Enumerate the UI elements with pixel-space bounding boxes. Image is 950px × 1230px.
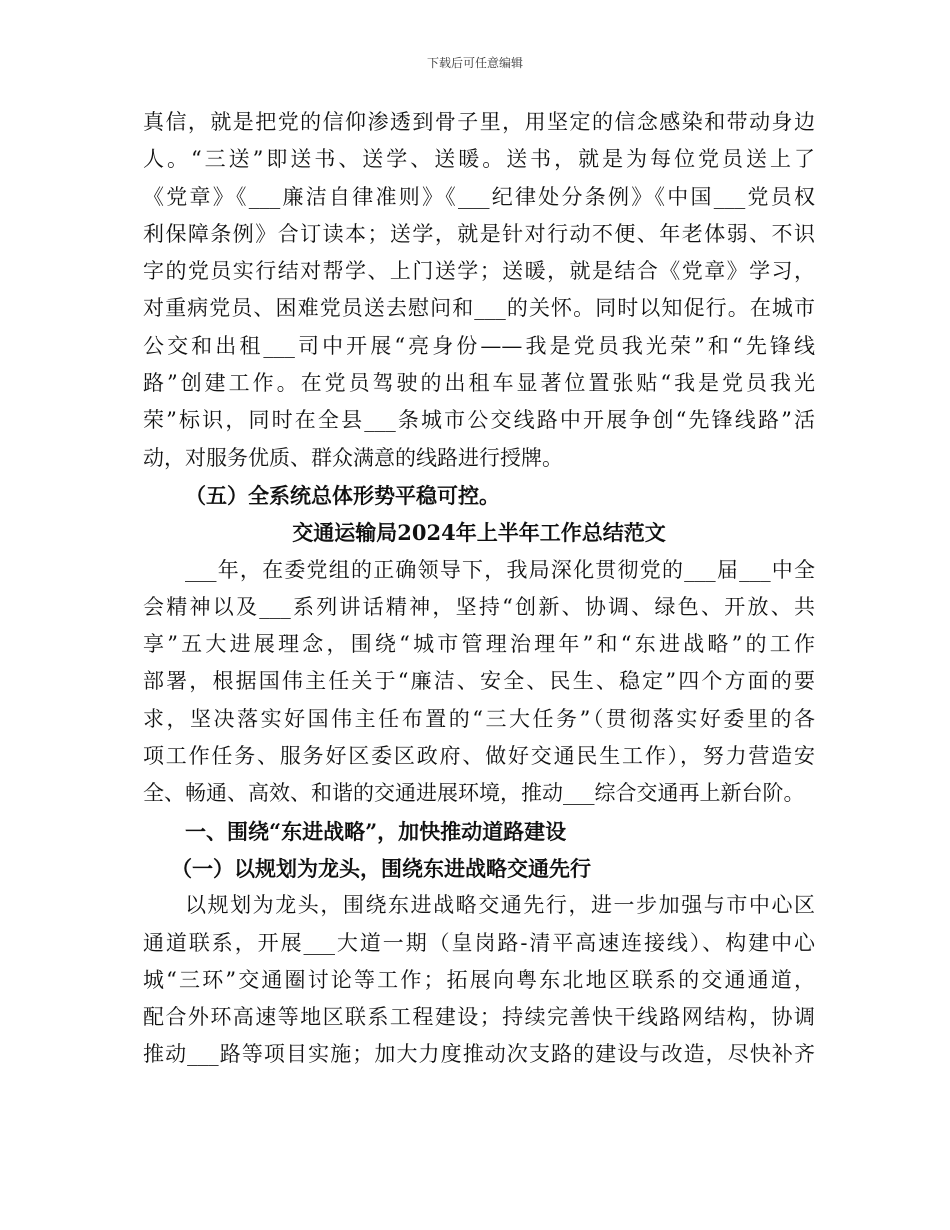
body-line: 全、畅通、高效、和谐的交通进展环境，推动___综合交通再上新台阶。 [143,781,805,806]
body-line: 路”创建工作。在党员驾驶的出租车显著位置张贴“我是党员我光 [143,371,815,396]
body-line: 配合外环高速等地区联系工程建设；持续完善快干线路网结构，协调 [143,1005,815,1030]
body-line: 真信，就是把党的信仰渗透到骨子里，用坚定的信念感染和带动身边 [143,110,815,134]
body-line: 项工作任务、服务好区委区政府、做好交通民生工作），努力营造安 [143,744,815,769]
body-line: 部署，根据国伟主任关于“廉洁、安全、民生、稳定”四个方面的要 [143,669,815,694]
body-line: 《党章》《___廉洁自律准则》《___纪律处分条例》《中国___党员权 [143,184,815,209]
body-line: 通道联系，开展___大道一期（皇岗路-清平高速连接线）、构建中心 [143,930,815,955]
body-line: 动，对服务优质、群众满意的线路进行授牌。 [143,445,563,470]
section-heading: 一、围绕“东进战略”，加快推动道路建设 [185,818,567,844]
body-line: 城“三环”交通圈讨论等工作；拓展向粤东北地区联系的交通通道， [143,967,815,992]
page-header: 下载后可任意编辑 [426,56,523,70]
subsection-heading: （一）以规划为龙头，围绕东进战略交通先行 [171,855,591,881]
document-title: 交通运输局2024年上半年工作总结范文 [292,520,666,546]
body-line: 荣”标识，同时在全县___条城市公交线路中开展争创“先锋线路”活 [143,408,815,433]
section-heading: （五）全系统总体形势平稳可控。 [185,482,500,508]
body-line: 享”五大进展理念，围绕“城市管理治理年”和“东进战略”的工作 [143,632,815,657]
body-line: 人。“三送”即送书、送学、送暖。送书，就是为每位党员送上了 [143,147,815,172]
body-line: ___年，在委党组的正确领导下，我局深化贯彻党的___届___中全 [185,557,815,582]
body-line: 会精神以及___系列讲话精神，坚持“创新、协调、绿色、开放、共 [143,594,815,619]
body-line: 字的党员实行结对帮学、上门送学；送暖，就是结合《党章》学习， [143,259,815,284]
body-line: 推动___路等项目实施；加大力度推动次支路的建设与改造，尽快补齐 [143,1042,815,1067]
body-line: 以规划为龙头，围绕东进战略交通先行，进一步加强与市中心区 [185,893,815,918]
document-body [143,104,815,1074]
body-line: 对重病党员、困难党员送去慰问和___的关怀。同时以知促行。在城市 [143,296,815,321]
body-line: 求，坚决落实好国伟主任布置的“三大任务”（贯彻落实好委里的各 [143,706,815,731]
body-line: 利保障条例》合订读本；送学，就是针对行动不便、年老体弱、不识 [143,221,815,246]
body-line: 公交和出租___司中开展“亮身份——我是党员我光荣”和“先锋线 [143,333,815,358]
